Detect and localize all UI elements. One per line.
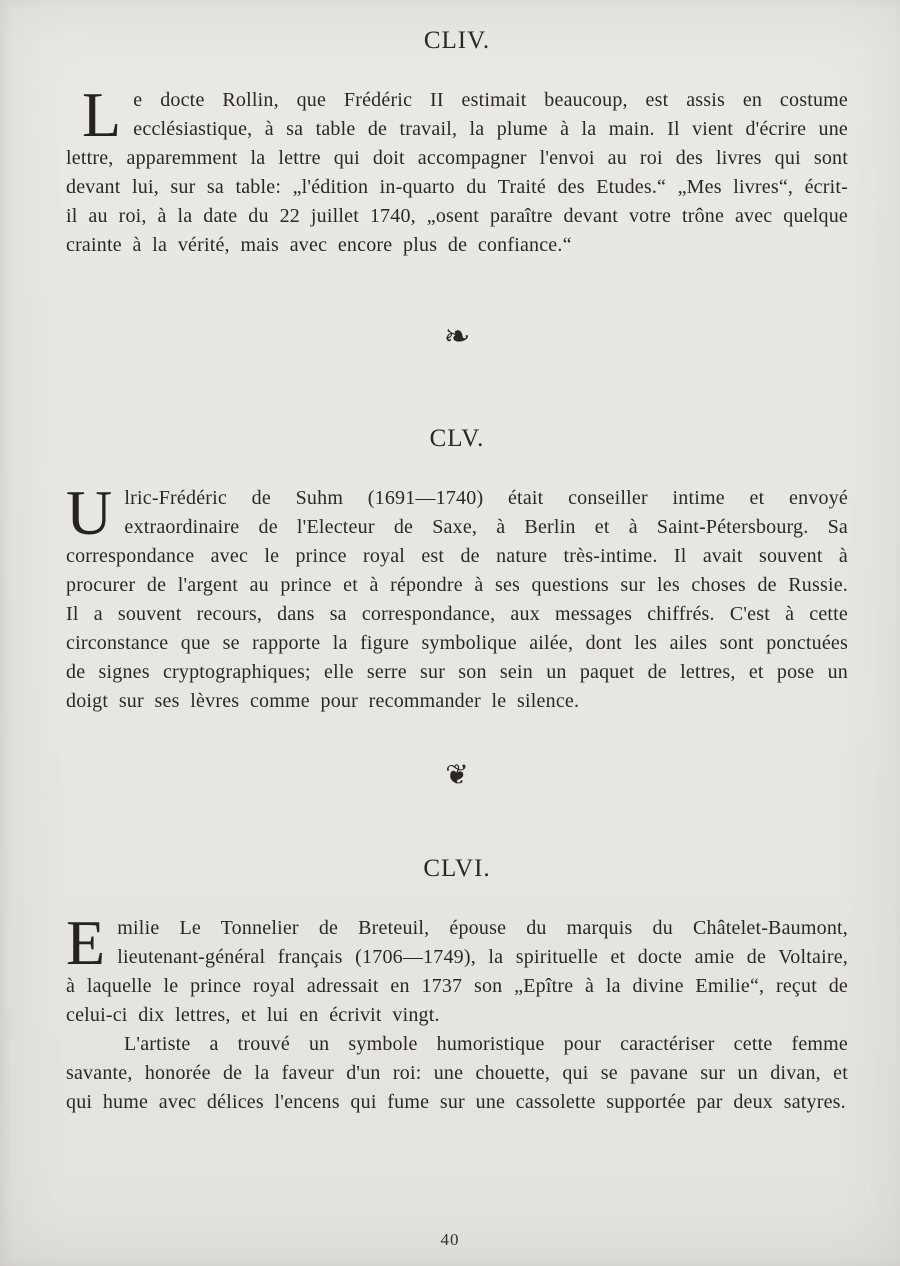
section-heading-clvi: CLVI. <box>423 855 491 882</box>
page-number: 40 <box>440 1230 460 1249</box>
dropcap-letter-e: E <box>66 907 106 978</box>
page-content <box>66 26 848 1117</box>
paragraph <box>66 79 848 260</box>
paragraph <box>66 477 848 716</box>
dropcap-letter-u: U <box>66 477 113 548</box>
dropcap-letter-l: L <box>82 79 122 150</box>
paragraph-text: lric-Frédéric de Suhm (1691—1740) était conseiller intime et envoyé extraordinaire de l'Electeur de Saxe, à Berlin et à Saint-Pétersbourg. Sa correspondance avec le prince royal est de nature très-intime. Il avait souvent à procurer de l'argent au prince et à répondre à ses questions sur les choses de Russie. Il a souvent recours, dans sa correspondance, aux messages chiffrés. C'est à cette circonstance que se rapporte la figure symbolique ailée, dont les ailes sont ponctuées de signes cryptographiques; elle serre sur son sein un paquet de lettres, et pose un doigt sur ses lèvres comme pour recommander le silence. <box>66 487 848 712</box>
paragraph-text: milie Le Tonnelier de Breteuil, épouse du marquis du Châtelet-Baumont, lieutenant-général français (1706—1749), la spirituelle et docte amie de Voltaire, à laquelle le prince royal adressait en 1737 son „Epître à la divine Emilie“, reçut de celui-ci dix lettres, et lui en écrivit vingt. <box>66 917 848 1026</box>
section-cliv <box>66 26 848 260</box>
section-clv <box>66 424 848 716</box>
fleuron-ornament-1: ❧ <box>443 318 471 354</box>
section-heading-clv: CLV. <box>429 425 485 452</box>
paragraph <box>66 907 848 1030</box>
paragraph: L'artiste a trouvé un symbole humoristique pour caractériser cette femme savante, honorée de la faveur d'un roi: une chouette, qui se pavane sur un divan, et qui hume avec délices l'encens qui fume sur une cassolette supportée par deux satyres. <box>66 1033 848 1113</box>
section-clvi <box>66 854 848 1117</box>
paragraph-text: e docte Rollin, que Frédéric II estimait beaucoup, est assis en costume ecclésiastique, à sa table de travail, la plume à la main. Il vient d'écrire une lettre, apparemment la lettre qui doit accompagner l'envoi au roi des livres qui sont devant lui, sur sa table: „l'édition in-quarto du Traité des Etudes.“ „Mes livres“, écrit-il au roi, à la date du 22 juillet 1740, „osent paraître devant votre trône avec quelque crainte à la vérité, mais avec encore plus de confiance.“ <box>66 89 848 256</box>
section-heading-cliv: CLIV. <box>423 27 491 54</box>
fleuron-ornament-2: ❦ <box>445 760 469 791</box>
